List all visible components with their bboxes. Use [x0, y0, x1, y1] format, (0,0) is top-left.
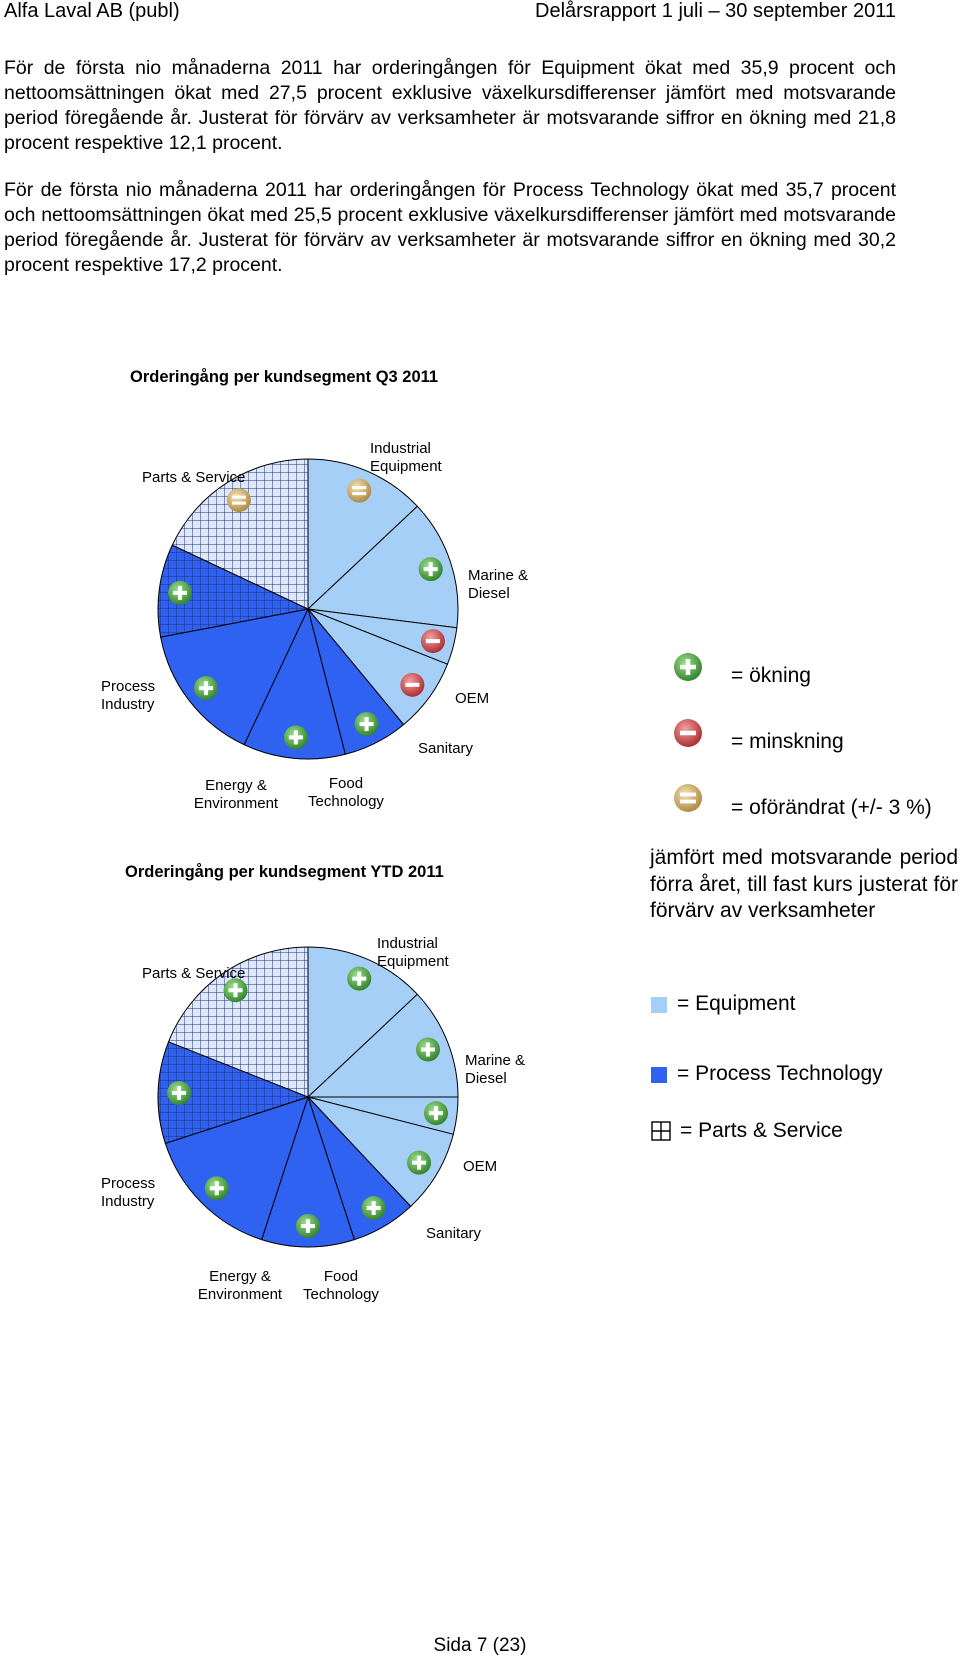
plus-icon — [347, 967, 371, 991]
label-process-industry: Process Industry — [101, 678, 156, 713]
legend-parts-service: = Parts & Service — [680, 1119, 843, 1142]
plus-icon — [673, 652, 703, 682]
label-energy-environment: Energy & Environment — [193, 777, 279, 812]
parts-service-swatch — [651, 1121, 671, 1141]
label-parts-service: Parts & Service — [142, 965, 246, 982]
plus-icon — [205, 1176, 229, 1200]
label-process-industry: Process Industry — [101, 1175, 156, 1210]
label-marine-diesel: Marine & Diesel — [468, 567, 529, 602]
page-number: Sida 7 (23) — [433, 1635, 527, 1656]
chart-title-ytd: Orderingång per kundsegment YTD 2011 — [125, 863, 444, 881]
equipment-swatch — [651, 997, 667, 1013]
legend-decrease: = minskning — [731, 730, 844, 753]
label-food-technology: Food Technology — [303, 1268, 379, 1303]
minus-icon — [421, 629, 445, 653]
minus-icon — [673, 718, 703, 748]
minus-icon — [400, 673, 424, 697]
legend-process-technology: = Process Technology — [677, 1062, 883, 1085]
pie-chart-ytd — [158, 947, 458, 1247]
label-sanitary: Sanitary — [426, 1225, 482, 1242]
plus-icon — [284, 725, 308, 749]
label-marine-diesel: Marine & Diesel — [465, 1052, 526, 1087]
legend-equipment: = Equipment — [677, 992, 796, 1015]
chart-title-q3: Orderingång per kundsegment Q3 2011 — [130, 368, 439, 386]
equals-icon — [673, 783, 703, 813]
process-technology-swatch — [651, 1067, 667, 1083]
plus-icon — [416, 1038, 440, 1062]
legend-increase: = ökning — [731, 664, 811, 687]
plus-icon — [424, 1101, 448, 1125]
report-title: Delårsrapport 1 juli – 30 september 2011 — [535, 0, 896, 22]
label-industrial-equipment: Industrial Equipment — [370, 440, 442, 475]
equals-icon — [227, 488, 251, 512]
paragraph-process-technology: För de första nio månaderna 2011 har orderingången för Process Technology ökat med 35,7 procent och nettoomsättningen ökat med 25,5 procent exklusive växelkursdifferenser jämfört med motsvarande period föregående år. Justerat för förvärv av verksamheter är motsvarande siffror en ökning med 30,2 procent respektive 17,2 procent. — [4, 179, 896, 276]
pie-chart-q3 — [158, 459, 458, 759]
plus-icon — [194, 676, 218, 700]
equals-icon — [347, 479, 371, 503]
plus-icon — [419, 557, 443, 581]
legend-unchanged: = oförändrat (+/- 3 %) — [731, 796, 932, 819]
plus-icon — [168, 581, 192, 605]
label-oem: OEM — [455, 690, 490, 707]
plus-icon — [362, 1196, 386, 1220]
plus-icon — [355, 712, 379, 736]
plus-icon — [407, 1151, 431, 1175]
company-name: Alfa Laval AB (publ) — [4, 0, 180, 22]
label-food-technology: Food Technology — [308, 775, 384, 810]
plus-icon — [296, 1214, 320, 1238]
label-oem: OEM — [463, 1158, 498, 1175]
label-energy-environment: Energy & Environment — [197, 1268, 283, 1303]
paragraph-equipment: För de första nio månaderna 2011 har orderingången för Equipment ökat med 35,9 procent och nettoomsättningen ökat med 27,5 procent exklusive växelkursdifferenser jämfört med motsvarande period föregående år. Justerat för förvärv av verksamheter är motsvarande siffror en ökning med 21,8 procent respektive 12,1 procent. — [4, 57, 896, 154]
label-industrial-equipment: Industrial Equipment — [377, 935, 449, 970]
label-sanitary: Sanitary — [418, 740, 474, 757]
label-parts-service: Parts & Service — [142, 469, 246, 486]
legend-note: jämfört med motsvarande period förra året, till fast kurs justerat för förvärv av verksamheter — [650, 846, 958, 922]
plus-icon — [167, 1081, 191, 1105]
